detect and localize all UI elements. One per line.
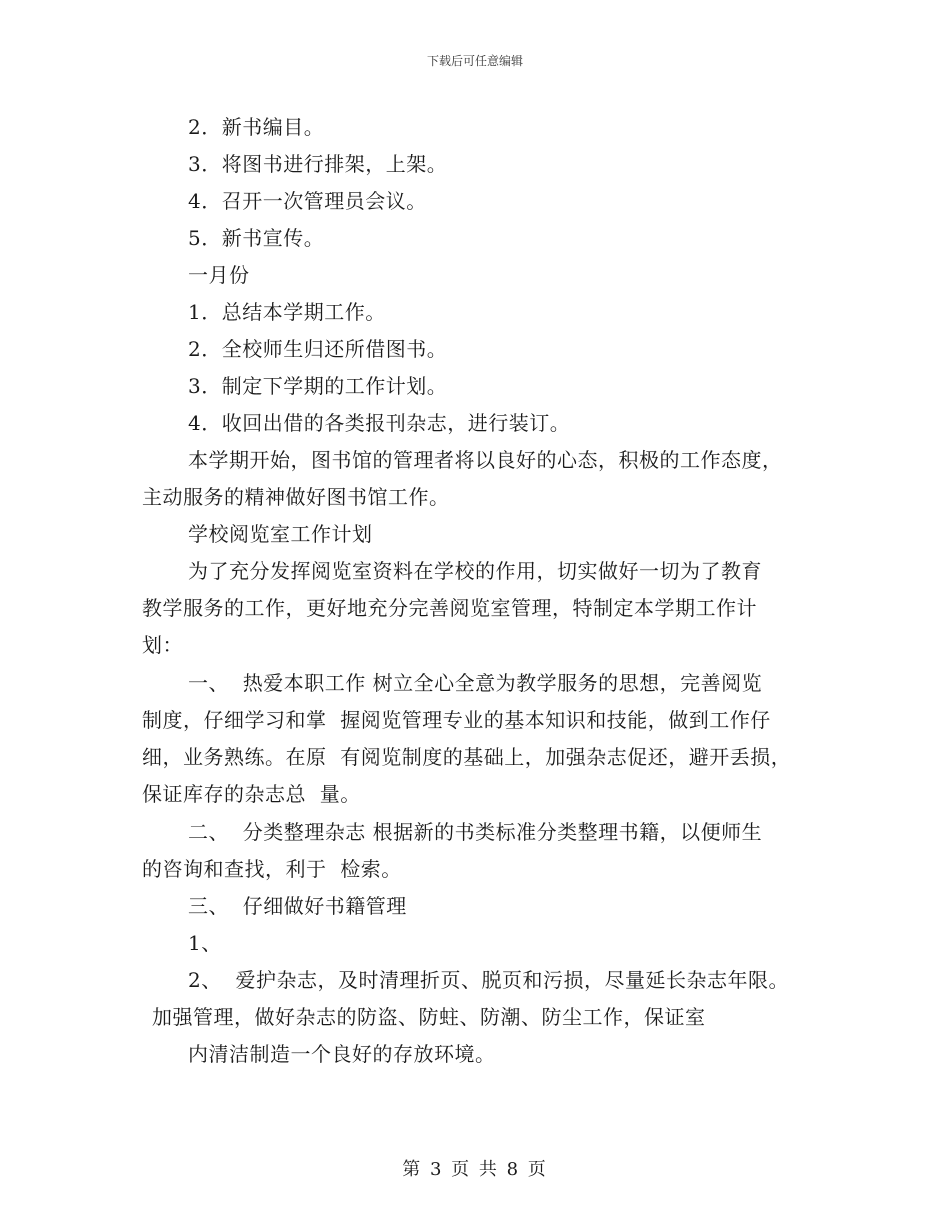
list-item: 3．将图书进行排架，上架。 (188, 152, 448, 176)
paragraph-line: 细，业务熟练。在原 有阅览制度的基础上，加强杂志促还，避开丢损， (142, 745, 792, 769)
list-item: 1．总结本学期工作。 (188, 300, 386, 324)
list-item: 3．制定下学期的工作计划。 (188, 374, 448, 398)
paragraph-line: 的咨询和查找，利于 检索。 (142, 857, 402, 881)
document-title: 学校阅览室工作计划 (188, 522, 373, 546)
paragraph-line: 教学服务的工作，更好地充分完善阅览室管理，特制定本学期工作计 (142, 596, 757, 620)
section-heading: 三、 仔细做好书籍管理 (188, 894, 407, 918)
page-number: 第 3 页 共 8 页 (402, 1159, 548, 1180)
paragraph-line: 制度，仔细学习和掌 握阅览管理专业的基本知识和技能，做到工作仔 (142, 708, 771, 732)
list-item: 4．召开一次管理员会议。 (188, 189, 427, 213)
list-item: 2．全校师生归还所借图书。 (188, 337, 448, 361)
paragraph-line: 划： (142, 633, 183, 657)
list-item: 2、 爱护杂志，及时清理折页、脱页和污损，尽量延长杂志年限。 (188, 968, 789, 992)
paragraph-line: 二、 分类整理杂志 根据新的书类标准分类整理书籍，以便师生 (188, 820, 763, 844)
paragraph-line: 加强管理，做好杂志的防盗、防蛀、防潮、防尘工作，保证室 (152, 1005, 706, 1029)
list-item: 2．新书编目。 (188, 115, 325, 139)
paragraph-line: 主动服务的精神做好图书馆工作。 (142, 485, 450, 509)
paragraph-line: 本学期开始，图书馆的管理者将以良好的心态，积极的工作态度， (188, 448, 783, 472)
list-item: 1、 (188, 931, 222, 955)
paragraph-line: 保证库存的杂志总 量。 (142, 782, 361, 806)
section-heading: 一月份 (188, 263, 250, 287)
paragraph-line: 为了充分发挥阅览室资料在学校的作用，切实做好一切为了教育 (188, 559, 762, 583)
paragraph-line: 一、 热爱本职工作 树立全心全意为教学服务的思想，完善阅览 (188, 671, 763, 695)
list-item: 4．收回出借的各类报刊杂志，进行装订。 (188, 411, 571, 435)
page-header-note: 下载后可任意编辑 (426, 54, 523, 68)
list-item: 5．新书宣传。 (188, 226, 325, 250)
paragraph-line: 内清洁制造一个良好的存放环境。 (188, 1042, 496, 1066)
